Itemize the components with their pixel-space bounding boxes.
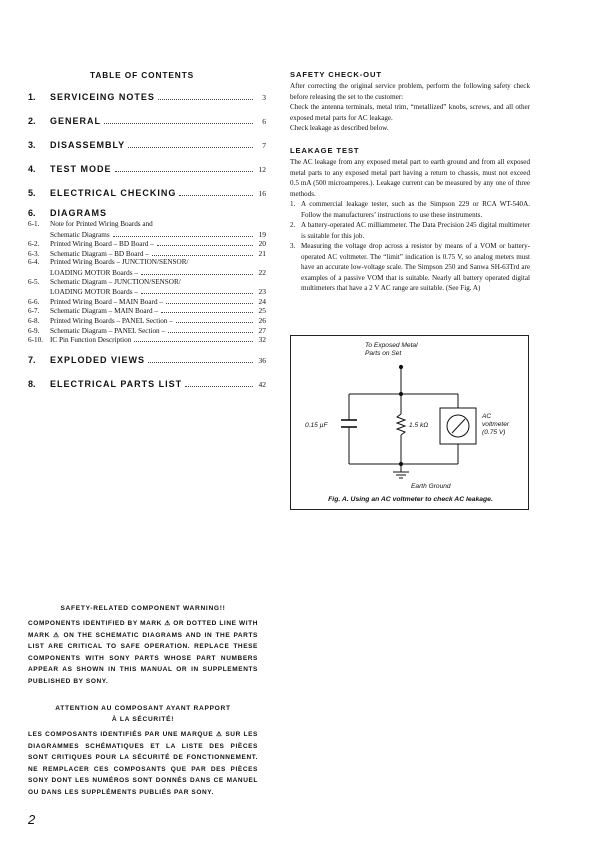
page-number: 2 xyxy=(28,812,36,827)
toc-subsection-title: Printed Wiring Boards – JUNCTION/SENSOR/ xyxy=(50,258,189,267)
dot-leader xyxy=(115,170,253,172)
toc-subsection-entry[interactable] xyxy=(28,249,266,259)
toc-subsection-entry[interactable] xyxy=(28,306,266,316)
toc-section-number: 1. xyxy=(28,92,36,102)
list-item-number: 3. xyxy=(290,242,296,250)
meter-needle xyxy=(452,419,465,433)
toc-subsection-title: Schematic Diagram – JUNCTION/SENSOR/ xyxy=(50,277,181,286)
list-item xyxy=(290,241,530,294)
toc-section-title: GENERAL xyxy=(50,116,102,126)
list-item xyxy=(290,220,530,241)
toc-subsection-title: Printed Wiring Board – BD Board – xyxy=(50,240,154,249)
toc-subsection-number: 6-2. xyxy=(28,240,40,249)
toc-subsection-entry[interactable] xyxy=(28,297,266,307)
paragraph: The AC leakage from any exposed metal part to earth ground and from all exposed metal parts to any exposed metal part having a return to chassis, must not exceed 0.5 mA (500 microamperes.). Leakage current can be measured by any one of three methods. xyxy=(290,158,530,198)
toc-section-title: SERVICEING NOTES xyxy=(50,92,155,102)
toc-subsection-title: Schematic Diagrams xyxy=(50,230,110,239)
toc-page-number: 24 xyxy=(258,296,266,306)
probe-terminal xyxy=(399,365,402,368)
toc-subsection-entry[interactable] xyxy=(28,268,266,278)
toc-page-number: 36 xyxy=(258,355,266,365)
toc-page-number: 27 xyxy=(258,325,266,335)
dot-leader xyxy=(176,321,253,323)
label-line: To Exposed Metal xyxy=(365,342,418,349)
safety-checkout-body xyxy=(290,81,530,134)
warning-body-en: COMPONENTS IDENTIFIED BY MARK ⚠ OR DOTTED LINE WITH MARK ⚠ ON THE SCHEMATIC DIAGRAMS AND IN THE PARTS LIST ARE CRITICAL TO SAFE OPERATION. REPLACE THESE COMPONENTS WITH SONY PARTS WHOSE PART NUMBERS APPEAR AS SHOWN IN THIS MANUAL OR IN SUPPLEMENTS PUBLISHED BY SONY. xyxy=(28,620,258,685)
toc-section-entry[interactable] xyxy=(28,379,266,391)
toc-section-entry[interactable] xyxy=(28,164,266,176)
leakage-methods-list xyxy=(290,199,530,294)
safety-checkout-heading: SAFETY CHECK-OUT xyxy=(290,70,382,79)
toc-page-number: 23 xyxy=(258,287,266,297)
toc-subsection-entry[interactable] xyxy=(28,326,266,336)
toc-page-number: 21 xyxy=(258,248,266,258)
label-capacitor: 0.15 µF xyxy=(305,422,328,429)
toc-section-number: 5. xyxy=(28,188,36,198)
warning-title-en: SAFETY-RELATED COMPONENT WARNING!! xyxy=(60,605,226,612)
toc-subsection-title: Schematic Diagram – MAIN Board – xyxy=(50,307,158,316)
resistor-zigzag xyxy=(397,414,405,435)
toc-title: TABLE OF CONTENTS xyxy=(90,70,195,80)
toc-page-number: 32 xyxy=(258,335,266,345)
toc-subsection-title: LOADING MOTOR Boards – xyxy=(50,288,138,297)
toc-page-number: 7 xyxy=(262,141,266,150)
toc-page-number: 20 xyxy=(258,239,266,249)
toc-subsection-entry[interactable] xyxy=(28,335,266,345)
dot-leader xyxy=(148,361,253,363)
toc-subsection-number: 6-3. xyxy=(28,249,40,258)
toc-page-number: 19 xyxy=(258,229,266,239)
dot-leader xyxy=(152,254,253,256)
list-item xyxy=(290,199,530,220)
toc-subsection-title: IC Pin Function Description xyxy=(50,336,132,345)
toc-section-number: 7. xyxy=(28,354,36,365)
list-item-number: 1. xyxy=(290,200,296,208)
toc-section-number: 3. xyxy=(28,140,36,150)
toc-subsection-title: Schematic Diagram – PANEL Section – xyxy=(50,326,166,335)
label-exposed-metal xyxy=(365,342,418,358)
dot-leader xyxy=(141,273,253,275)
dot-leader xyxy=(157,244,253,246)
label-line: AC xyxy=(482,413,492,420)
toc-page-number: 12 xyxy=(258,165,266,174)
toc-page-number: 26 xyxy=(258,315,266,325)
toc-section-diagrams[interactable] xyxy=(28,208,266,220)
toc-section-number: 2. xyxy=(28,116,36,126)
list-item-text: Measuring the voltage drop across a resistor by means of a VOM or battery-operated AC voltmeter. The “limit” indication is 0.75 V, so analog meters must have an accurate low-voltage scale. The Simpson 250 and Sanwa SH-63Trd are examples of a passive VOM that is suitable. Nearly all battery operated digital multimeters that have a 2 V AC range are suitable. (See Fig. A) xyxy=(301,242,530,292)
paragraph: Check leakage as described below. xyxy=(290,124,389,132)
paragraph: After correcting the original service problem, perform the following safety check before releasing the set to the customer: xyxy=(290,82,530,101)
dot-leader xyxy=(158,98,253,100)
dot-leader xyxy=(166,302,253,304)
dot-leader xyxy=(134,340,253,342)
leakage-test-body xyxy=(290,157,530,294)
label-line: Parts on Set xyxy=(365,350,402,357)
toc-page-number: 42 xyxy=(258,379,266,389)
toc-section-entry[interactable] xyxy=(28,92,266,104)
title-line: ATTENTION AU COMPOSANT AYANT RAPPORT xyxy=(55,705,231,712)
toc-subsection-entry[interactable] xyxy=(28,239,266,249)
toc-section-entry[interactable] xyxy=(28,188,266,200)
toc-page-number: 16 xyxy=(258,189,266,198)
toc-subsection-number: 6-10. xyxy=(28,336,43,345)
toc-page-number: 3 xyxy=(262,93,266,102)
dot-leader xyxy=(141,292,253,294)
toc-section-number: 6. xyxy=(28,208,36,218)
list-item-text: A commercial leakage tester, such as the Simpson 229 or RCA WT-540A. Follow the manufacturers’ instructions to use these instruments. xyxy=(301,200,530,219)
toc-subsection-entry[interactable] xyxy=(28,278,266,288)
leakage-test-heading: LEAKAGE TEST xyxy=(290,146,360,155)
dot-leader xyxy=(113,235,253,237)
figure-caption: Fig. A. Using an AC voltmeter to check AC leakage. xyxy=(328,496,493,503)
toc-sections-after xyxy=(28,355,266,391)
toc-section-title: ELECTRICAL CHECKING xyxy=(50,188,177,198)
toc-subsection-number: 6-4. xyxy=(28,258,40,267)
warning-title-fr xyxy=(28,704,258,725)
toc-subsection-number: 6-7. xyxy=(28,307,40,316)
toc-page-number: 22 xyxy=(258,267,266,277)
toc-subsection-number: 6-5. xyxy=(28,277,40,286)
toc-subsection-entry[interactable] xyxy=(28,220,266,230)
toc-subsection-title: Schematic Diagram – BD Board – xyxy=(50,249,149,258)
paragraph: Check the antenna terminals, metal trim, “metallized” knobs, screws, and all other exposed metal parts for AC leakage. xyxy=(290,103,530,122)
toc-subsection-entry[interactable] xyxy=(28,316,266,326)
toc-subsection-title: Printed Wiring Board – MAIN Board – xyxy=(50,297,163,306)
dot-leader xyxy=(168,331,253,333)
toc-section-title: DIAGRAMS xyxy=(50,208,107,218)
toc-section-title: EXPLODED VIEWS xyxy=(50,354,146,365)
toc-subsections xyxy=(28,220,266,345)
toc-subsection-title: LOADING MOTOR Boards – xyxy=(50,268,138,277)
toc-subsection-number: 6-9. xyxy=(28,326,40,335)
toc-section-title: DISASSEMBLY xyxy=(50,140,126,150)
dot-leader xyxy=(161,311,253,313)
toc-subsection-entry[interactable] xyxy=(28,287,266,297)
toc-subsection-number: 6-8. xyxy=(28,316,40,325)
dot-leader xyxy=(128,146,253,148)
label-line: voltmeter xyxy=(482,421,510,428)
safety-checkout xyxy=(290,70,530,134)
toc-section-number: 8. xyxy=(28,378,36,389)
toc-section-number: 4. xyxy=(28,164,36,174)
table-of-contents xyxy=(28,92,266,391)
toc-section-entry[interactable] xyxy=(28,355,266,367)
list-item-text: A battery-operated AC milliammeter. The Data Precision 245 digital multimeter is suitable for this job. xyxy=(301,221,530,240)
label-earth-ground: Earth Ground xyxy=(411,483,451,490)
title-line: À LA SÉCURITÉ! xyxy=(111,715,175,723)
toc-subsection-entry[interactable] xyxy=(28,258,266,268)
leakage-test xyxy=(290,146,530,294)
dot-leader xyxy=(185,385,253,387)
dot-leader xyxy=(179,194,253,196)
label-line: (0.75 V) xyxy=(482,429,506,436)
toc-subsection-entry[interactable] xyxy=(28,230,266,240)
figure-ac-leakage-circuit xyxy=(290,335,529,510)
toc-section-entry[interactable] xyxy=(28,116,266,128)
dot-leader xyxy=(104,122,253,124)
toc-section-title: ELECTRICAL PARTS LIST xyxy=(50,378,183,389)
warning-body-fr: LES COMPOSANTS IDENTIFIÉS PAR UNE MARQUE ⚠ SUR LES DIAGRAMMES SCHÉMATIQUES ET LA LISTE DES PIÈCES SONT CRITIQUES POUR LA SÉCURITÉ DE FONCTIONNEMENT. NE REMPLACER CES COMPOSANTS QUE PAR DES PIÈCES SONY DONT LES NUMÉROS SONT DONNÉS DANS CE MANUEL OU DANS LES SUPPLÉMENTS PUBLIÉS PAR SONY. xyxy=(28,731,258,796)
toc-section-title: TEST MODE xyxy=(50,164,112,174)
toc-section-entry[interactable] xyxy=(28,140,266,152)
list-item-number: 2. xyxy=(290,221,296,229)
toc-subsection-title: Printed Wiring Boards – PANEL Section – xyxy=(50,316,173,325)
toc-page-number: 25 xyxy=(258,306,266,316)
toc-sections xyxy=(28,92,266,200)
toc-subsection-title: Note for Printed Wiring Boards and xyxy=(50,220,153,228)
toc-subsection-number: 6-6. xyxy=(28,297,40,306)
toc-page-number: 6 xyxy=(262,117,266,126)
label-ac-voltmeter xyxy=(482,413,509,437)
label-resistor: 1.5 kΩ xyxy=(409,422,429,429)
toc-subsection-number: 6-1. xyxy=(28,220,40,228)
